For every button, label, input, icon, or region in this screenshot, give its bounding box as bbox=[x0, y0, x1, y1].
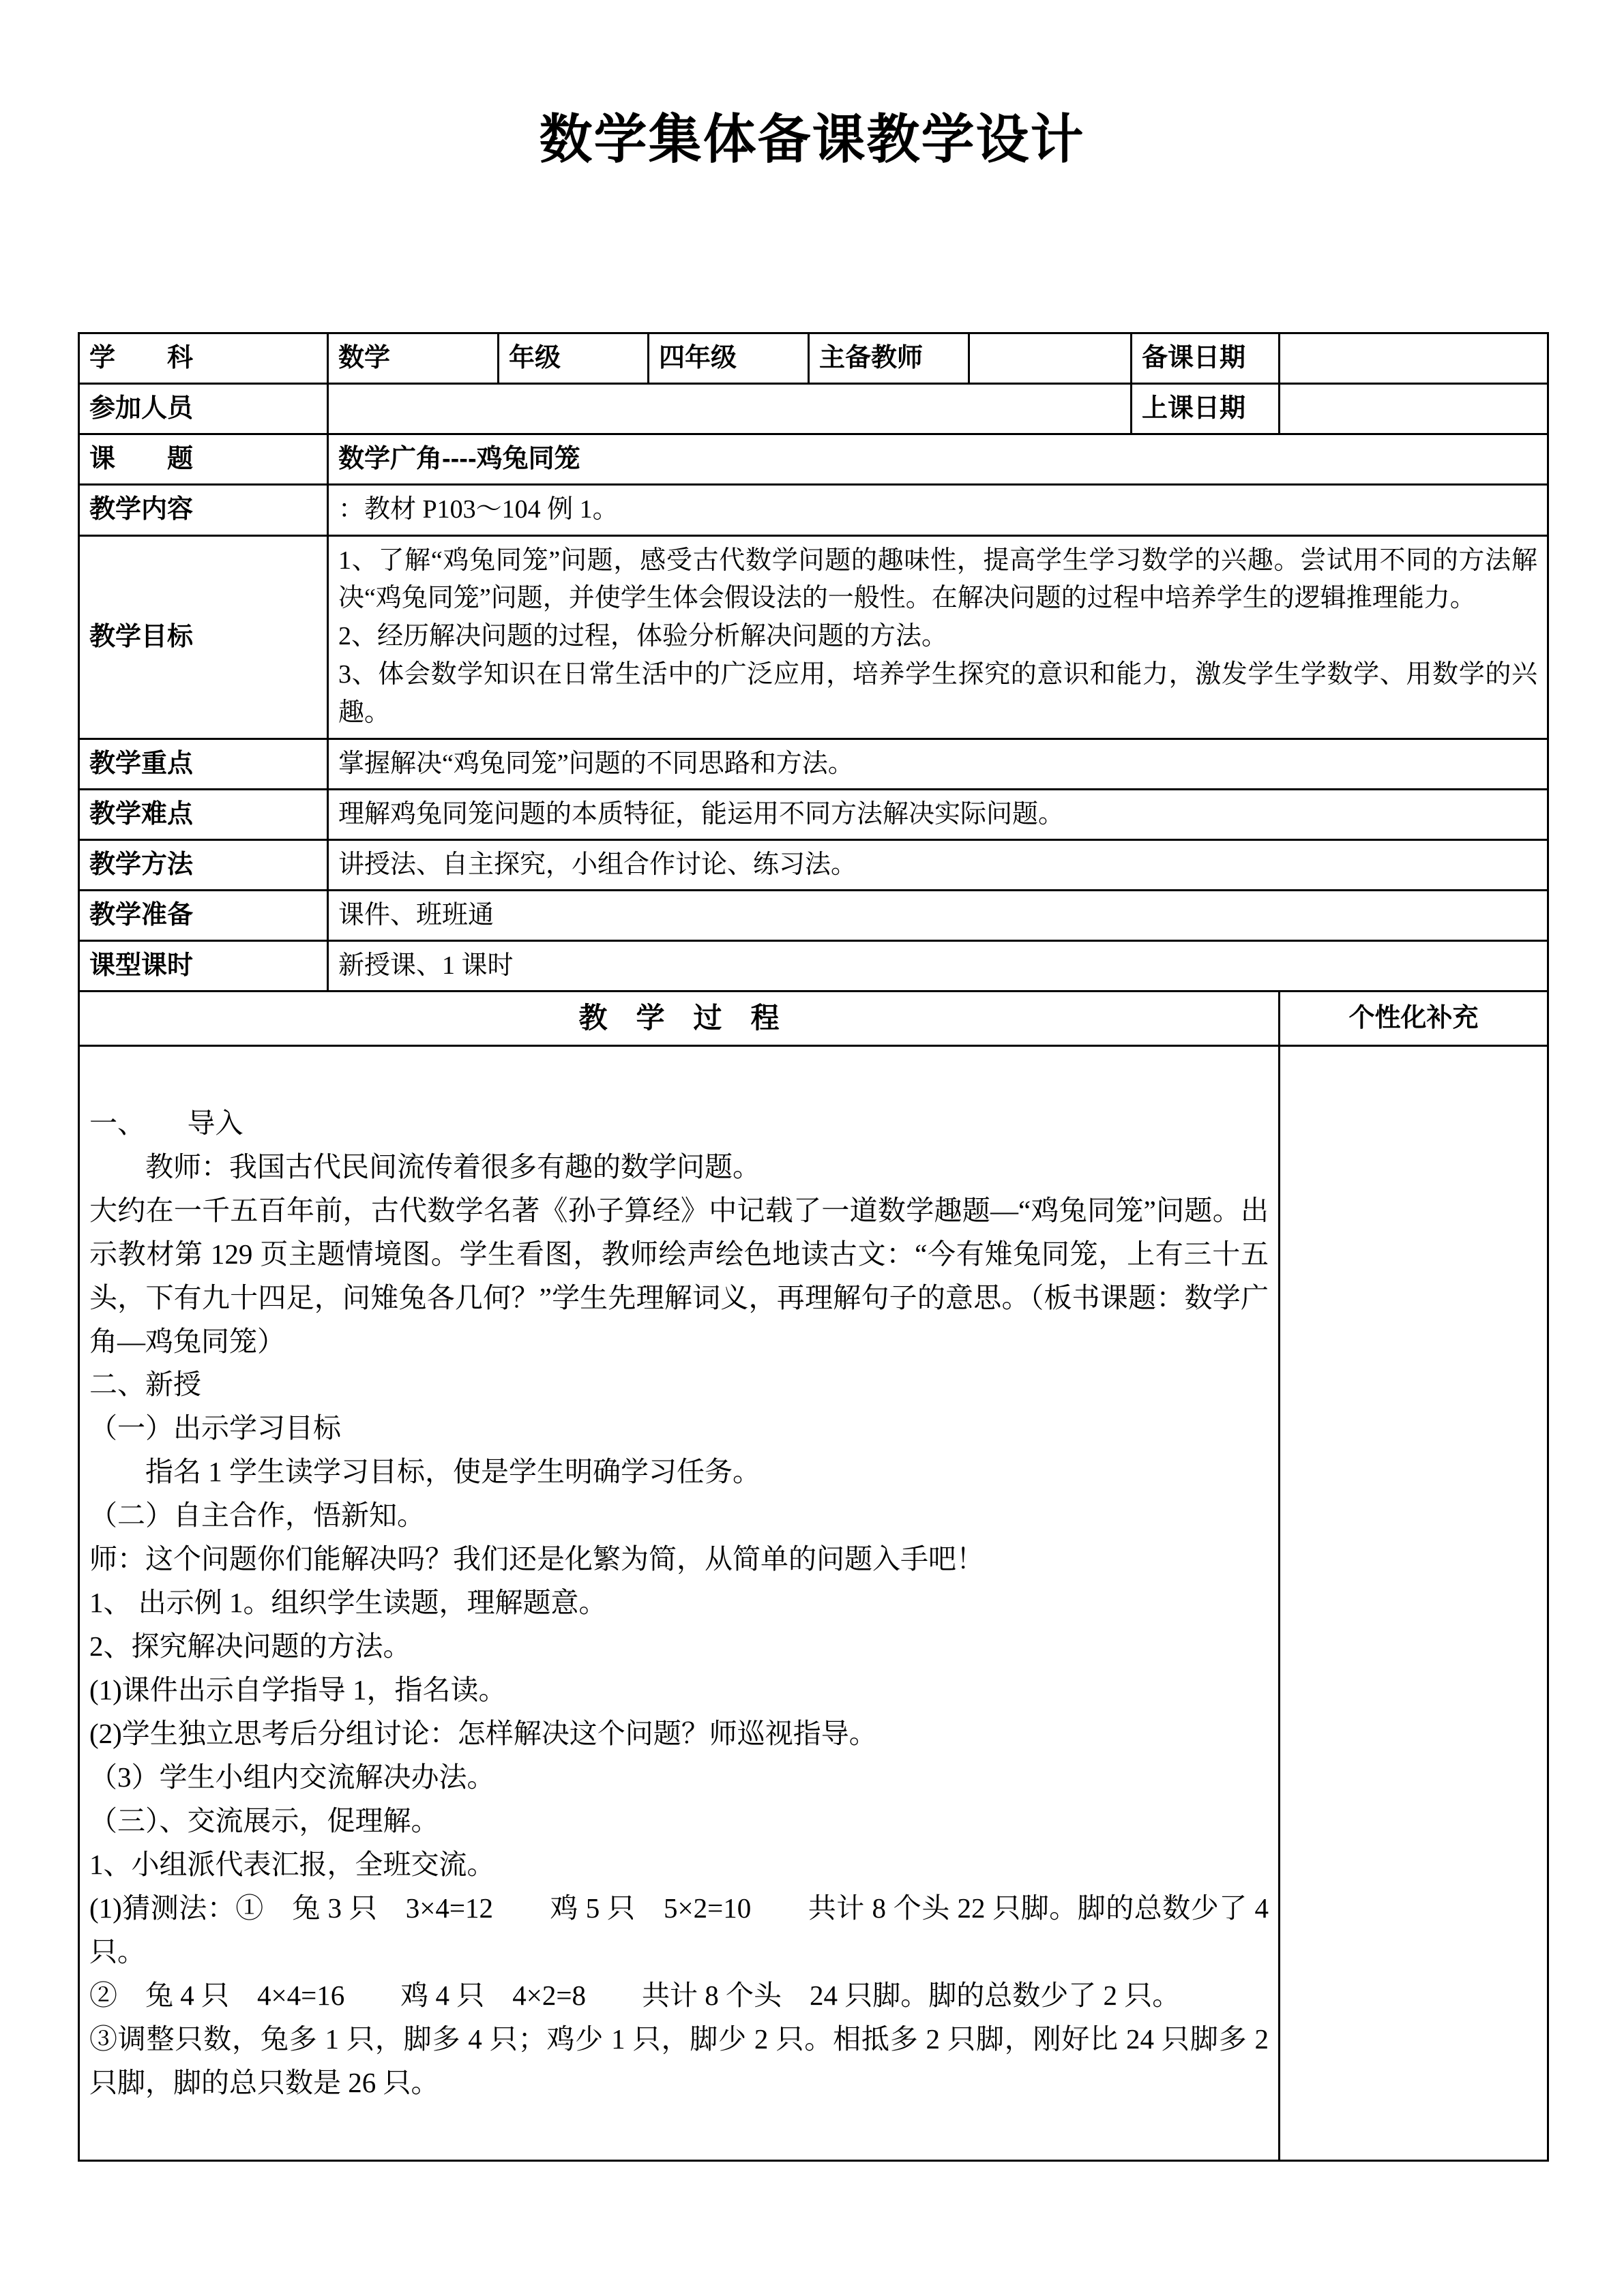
lesson-type-label: 课型课时 bbox=[79, 941, 328, 992]
row-process-header bbox=[79, 992, 1548, 1046]
preparation-value: 课件、班班通 bbox=[328, 891, 1548, 941]
lesson-type-value: 新授课、1 课时 bbox=[328, 941, 1548, 992]
process-paragraph: 2、探究解决问题的方法。 bbox=[89, 1630, 411, 1663]
subject-value: 数学 bbox=[328, 333, 499, 384]
process-paragraph: 教师：我国古代民间流传着很多有趣的数学问题。 bbox=[89, 1150, 761, 1182]
process-paragraph: （一）出示学习目标 bbox=[89, 1412, 341, 1444]
process-paragraph: 二、新授 bbox=[89, 1369, 201, 1401]
process-paragraph: (1)猜测法：① 兔 3 只 3×4=12 鸡 5 只 5×2=10 共计 8 个头 22 只脚。脚的总数少了 4 只。 bbox=[89, 1892, 1269, 1967]
process-paragraph: 1、小组派代表汇报，全班交流。 bbox=[89, 1848, 495, 1880]
class-date-value-cell bbox=[1280, 384, 1548, 434]
document-title: 数学集体备课教学设计 bbox=[539, 109, 1085, 169]
objectives-label: 教学目标 bbox=[79, 535, 328, 739]
key-points-value: 掌握解决“鸡兔同笼”问题的不同思路和方法。 bbox=[328, 739, 1548, 789]
class-date-label: 上课日期 bbox=[1132, 384, 1280, 434]
personalized-notes-cell bbox=[1280, 1046, 1548, 2161]
process-paragraph: （3）学生小组内交流解决办法。 bbox=[89, 1761, 495, 1793]
row-methods bbox=[79, 840, 1548, 891]
row-lesson-type bbox=[79, 941, 1548, 992]
row-difficult-points bbox=[79, 789, 1548, 839]
lead-teacher-value-cell bbox=[969, 333, 1132, 384]
process-paragraph: (1)课件出示自学指导 1，指名读。 bbox=[89, 1674, 507, 1706]
objective-item-2: 2、经历解决问题的过程，体验分析解决问题的方法。 bbox=[338, 622, 948, 651]
difficult-points-label: 教学难点 bbox=[79, 789, 328, 839]
row-participants bbox=[79, 384, 1548, 434]
participants-label: 参加人员 bbox=[79, 384, 328, 434]
process-paragraph: 大约在一千五百年前，古代数学名著《孙子算经》中记载了一道数学趣题—“鸡兔同笼”问题。出示教材第 129 页主题情境图。学生看图，教师绘声绘色地读古文：“今有雉兔同笼，上有三十五头，下有九十四足，问雉兔各几何？”学生先理解词义，再理解句子的意思。（板书课题：数学广角—鸡兔同笼） bbox=[89, 1194, 1269, 1357]
grade-label: 年级 bbox=[499, 333, 649, 384]
key-points-label: 教学重点 bbox=[79, 739, 328, 789]
row-topic bbox=[79, 434, 1548, 485]
lesson-plan-table bbox=[78, 332, 1549, 2162]
row-content bbox=[79, 485, 1548, 535]
prep-date-label: 备课日期 bbox=[1132, 333, 1280, 384]
methods-value: 讲授法、自主探究，小组合作讨论、练习法。 bbox=[328, 840, 1548, 891]
content-value: ：教材 P103～104 例 1。 bbox=[328, 485, 1548, 535]
prep-date-value-cell bbox=[1280, 333, 1548, 384]
grade-value: 四年级 bbox=[649, 333, 809, 384]
participants-value-cell bbox=[328, 384, 1132, 434]
objectives-value-cell bbox=[328, 535, 1548, 739]
process-paragraph: ③调整只数，兔多 1 只，脚多 4 只；鸡少 1 只，脚少 2 只。相抵多 2 只脚，刚好比 24 只脚多 2 只脚，脚的总只数是 26 只。 bbox=[89, 2023, 1269, 2098]
content-label: 教学内容 bbox=[79, 485, 328, 535]
process-paragraph: (2)学生独立思考后分组讨论：怎样解决这个问题？师巡视指导。 bbox=[89, 1718, 877, 1750]
row-objectives bbox=[79, 535, 1548, 739]
process-paragraph: （三）、交流展示，促理解。 bbox=[89, 1805, 439, 1836]
subject-label: 学 科 bbox=[79, 333, 328, 384]
process-header: 教 学 过 程 bbox=[79, 992, 1280, 1046]
process-paragraph: 师：这个问题你们能解决吗？我们还是化繁为简，从简单的问题入手吧！ bbox=[89, 1543, 984, 1575]
process-content-cell bbox=[79, 1046, 1280, 2161]
preparation-label: 教学准备 bbox=[79, 891, 328, 941]
methods-label: 教学方法 bbox=[79, 840, 328, 891]
objective-item-3: 3、体会数学知识在日常生活中的广泛应用，培养学生探究的意识和能力，激发学生学数学、用数学的兴趣。 bbox=[338, 660, 1537, 727]
objective-item-1: 1、了解“鸡兔同笼”问题，感受古代数学问题的趣味性，提高学生学习数学的兴趣。尝试用不同的方法解决“鸡兔同笼”问题，并使学生体会假设法的一般性。在解决问题的过程中培养学生的逻辑推理能力。 bbox=[338, 546, 1537, 613]
process-paragraph: （二）自主合作，悟新知。 bbox=[89, 1500, 425, 1532]
topic-value: 数学广角----鸡兔同笼 bbox=[328, 434, 1548, 485]
row-key-points bbox=[79, 739, 1548, 789]
difficult-points-value: 理解鸡兔同笼问题的本质特征，能运用不同方法解决实际问题。 bbox=[328, 789, 1548, 839]
row-preparation bbox=[79, 891, 1548, 941]
topic-label: 课 题 bbox=[79, 434, 328, 485]
process-paragraph: 指名 1 学生读学习目标，使是学生明确学习任务。 bbox=[89, 1456, 761, 1488]
personalized-notes-header: 个性化补充 bbox=[1280, 992, 1548, 1046]
row-subject-info bbox=[79, 333, 1548, 384]
process-paragraph: 1、 出示例 1。组织学生读题，理解题意。 bbox=[89, 1587, 607, 1619]
lead-teacher-label: 主备教师 bbox=[809, 333, 969, 384]
row-process-body bbox=[79, 1046, 1548, 2161]
process-paragraph: 一、 导入 bbox=[89, 1107, 243, 1139]
process-paragraph: ② 兔 4 只 4×4=16 鸡 4 只 4×2=8 共计 8 个头 24 只脚。脚的总数少了 2 只。 bbox=[89, 1979, 1181, 2011]
